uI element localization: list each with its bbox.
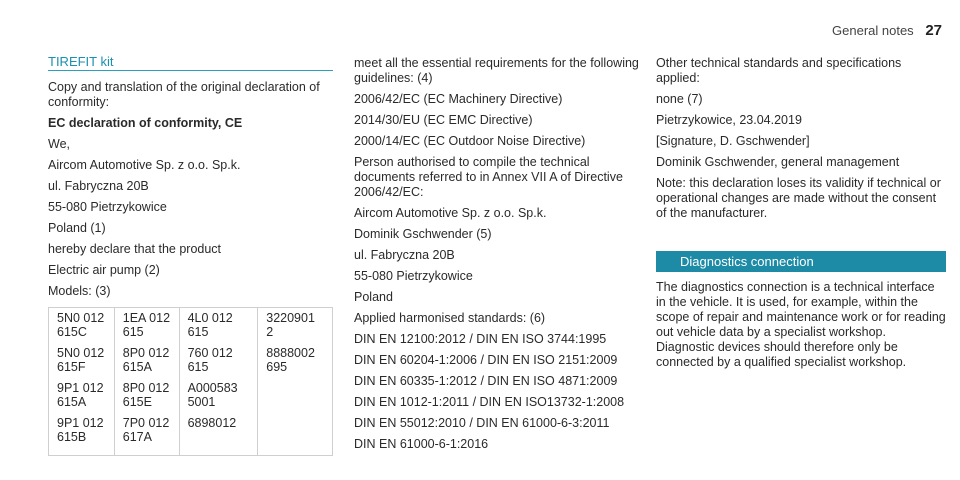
col3-line: Dominik Gschwender, general management [656,155,900,169]
model-cell: 9P1 012 615A [57,381,104,409]
model-cell: 9P1 012 615B [57,416,104,444]
col1-line: Models: (3) [48,284,111,298]
model-cell: 760 012 615 [187,346,233,374]
col2-line: 2000/14/EC (EC Outdoor Noise Directive) [354,134,586,148]
col2-line: Dominik Gschwender (5) [354,227,492,241]
models-column [114,308,179,456]
validity-note: Note: this declaration loses its validity if technical or operational changes are made without the consent of the manufacturer. [656,176,941,220]
col3-line: Pietrzykowice, 23.04.2019 [656,113,802,127]
model-cell: 3220901 2 [266,311,315,339]
col1-line: ul. Fabryczna 20B [48,179,149,193]
col2-line: Applied harmonised standards: (6) [354,311,546,325]
column-3 [656,56,946,376]
col2-line: ul. Fabryczna 20B [354,248,455,262]
standard-line: DIN EN 55012:2010 / DIN EN 61000-6-3:2011 [354,416,610,430]
model-cell: 8888002 695 [266,346,315,374]
model-cell: 5N0 012 615F [57,346,105,374]
col1-line: Electric air pump (2) [48,263,160,277]
col1-line: 55-080 Pietrzykowice [48,200,167,214]
models-column [179,308,258,456]
col1-line: hereby declare that the product [48,242,222,256]
diagnostics-heading: Diagnostics connection [656,251,946,272]
col3-line: [Signature, D. Gschwender] [656,134,810,148]
model-cell: 1EA 012 615 [122,311,171,339]
column-1 [48,80,333,456]
standard-line: DIN EN 60204-1:2006 / DIN EN ISO 2151:2009 [354,353,618,367]
column-2 [354,56,639,458]
page-number: 27 [925,22,942,39]
declaration-intro: Copy and translation of the original declaration of conformity: [48,80,320,109]
col2-line: 2014/30/EU (EC EMC Directive) [354,113,533,127]
col2-line: Person authorised to compile the technical documents referred to in Annex VII A of Directive 2006/42/EC: [354,155,623,199]
model-cell: 8P0 012 615A [122,346,170,374]
page-header [832,22,942,39]
standard-line: DIN EN 60335-1:2012 / DIN EN ISO 4871:2009 [354,374,618,388]
col2-line: meet all the essential requirements for the following guidelines: (4) [354,56,639,85]
col3-line: Other technical standards and specifications applied: [656,56,902,85]
models-column [258,308,333,456]
col2-line: 2006/42/EC (EC Machinery Directive) [354,92,563,106]
model-cell: 4L0 012 615 [187,311,233,339]
col2-line: Poland [354,290,393,304]
kit-title-rule [48,70,333,71]
section-title: General notes [832,23,914,38]
model-cell: 8P0 012 615E [122,381,170,409]
model-cell: 7P0 012 617A [122,416,170,444]
declaration-heading: EC declaration of conformity, CE [48,116,243,130]
standard-line: DIN EN 1012-1:2011 / DIN EN ISO13732-1:2008 [354,395,625,409]
model-cell: A000583 5001 [187,381,238,409]
models-table [48,307,333,456]
kit-title: TIREFIT kit [48,54,114,69]
standard-line: DIN EN 61000-6-1:2016 [354,437,489,451]
models-column [49,308,115,456]
col2-line: 55-080 Pietrzykowice [354,269,473,283]
col1-line: Poland (1) [48,221,106,235]
model-cell: 5N0 012 615C [57,311,105,339]
model-cell: 6898012 [187,416,237,430]
col3-line: none (7) [656,92,703,106]
col2-line: Aircom Automotive Sp. z o.o. Sp.k. [354,206,547,220]
standard-line: DIN EN 12100:2012 / DIN EN ISO 3744:1995 [354,332,607,346]
col1-line: Aircom Automotive Sp. z o.o. Sp.k. [48,158,241,172]
col1-line: We, [48,137,70,151]
diagnostics-text: The diagnostics connection is a technical interface in the vehicle. It is used, for example, within the scope of repair and maintenance work or for reading out vehicle data by a specialist workshop. Diagnostic devices should therefore only be connected by a qualified specialist workshop. [656,280,946,369]
